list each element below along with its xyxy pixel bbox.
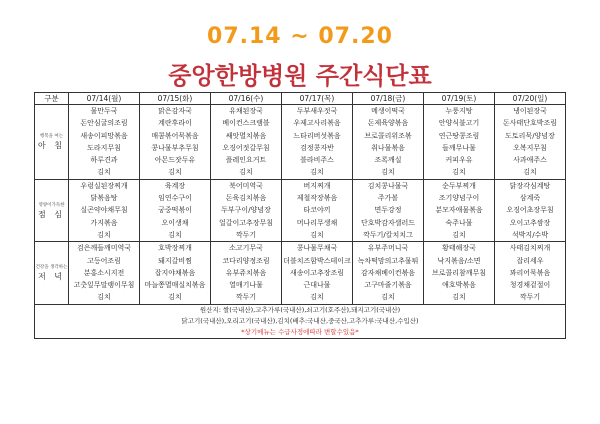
menu-item: 김치 — [381, 168, 395, 177]
menu-item: 새송이피망볶음 — [80, 131, 128, 140]
menu-cell — [424, 105, 495, 180]
menu-cell — [424, 179, 495, 241]
meal-row — [35, 242, 566, 304]
menu-cell — [211, 179, 282, 241]
menu-item: 김치 — [168, 293, 182, 302]
menu-item: 커피우유 — [445, 156, 473, 165]
menu-cell — [211, 242, 282, 304]
menu-item: 근대나물 — [303, 281, 331, 290]
menu-item: 검정콩자반 — [300, 143, 334, 152]
menu-item: 황태해장국 — [442, 244, 476, 253]
menu-item: 순두부찌개 — [442, 181, 476, 190]
menu-item: 제철작장볶음 — [296, 194, 338, 203]
meal-label — [35, 242, 69, 304]
menu-cell — [424, 242, 495, 304]
menu-change-note: *상기메뉴는 수급사정에따라 변할수있음* — [241, 327, 359, 336]
day-header-sunday: 07/20(일) — [495, 93, 566, 105]
menu-item: 주가볼 — [377, 194, 399, 203]
menu-item: 궁중떡볶이 — [158, 206, 192, 215]
menu-item: 콩나물부추무침 — [151, 143, 199, 152]
menu-item: 새송이고추장조림 — [289, 268, 345, 277]
menu-item: 두부구이/양념장 — [221, 206, 271, 215]
menu-item: 계란후라이 — [158, 119, 192, 128]
notes-row — [35, 304, 566, 338]
menu-cell — [140, 179, 211, 241]
menu-item: 돈안심굴의조림 — [80, 119, 128, 128]
menu-cell — [495, 242, 566, 304]
day-header: 07/15(화) — [140, 93, 211, 105]
menu-item: 고등어조림 — [87, 256, 121, 265]
menu-item: 김치 — [523, 168, 537, 177]
menu-item: 실곤약야채무침 — [80, 206, 128, 215]
menu-item: 감자채베이컨볶음 — [360, 268, 416, 277]
menu-item: 타코야끼 — [303, 206, 331, 215]
menu-item: 콩나물무채국 — [296, 244, 338, 253]
menu-item: 북어미역국 — [229, 181, 263, 190]
day-header: 07/16(수) — [211, 93, 282, 105]
menu-item: 코다리양정조림 — [222, 256, 270, 265]
menu-item: 김치 — [310, 293, 324, 302]
menu-item: 두부새우젓국 — [296, 107, 338, 115]
menu-cell — [495, 179, 566, 241]
meal-label — [35, 179, 69, 241]
menu-item: 석박지/수박 — [511, 230, 549, 239]
menu-item: 메생이떡국 — [371, 107, 405, 115]
menu-item: 닭장각심계탕 — [509, 181, 551, 190]
menu-item: 느타리버섯볶음 — [293, 131, 341, 140]
menu-item: 브로콜리위조볶 — [364, 131, 412, 140]
menu-item: 소고기무국 — [229, 244, 263, 253]
menu-item: 호박장찌개 — [158, 244, 192, 253]
meal-label — [35, 105, 69, 180]
menu-item: 김치콩나물국 — [367, 181, 409, 190]
menu-item: 육계장 — [164, 181, 186, 190]
menu-cell — [69, 105, 140, 180]
menu-cell — [69, 179, 140, 241]
meal-tagline: 건강을 생각하는 — [35, 265, 68, 270]
day-header: 07/18(금) — [353, 93, 424, 105]
menu-item: 아몬드잣두유 — [154, 156, 196, 165]
menu-cell — [69, 242, 140, 304]
menu-item: 얼갈이고추장무침 — [218, 218, 274, 227]
menu-item: 김치 — [97, 293, 111, 302]
menu-item: 오이고추쌈장 — [509, 218, 551, 227]
menu-item: 면두강정 — [374, 206, 402, 215]
menu-item: 유부쥬치볶음 — [225, 268, 267, 277]
menu-item: 취나물볶음 — [371, 143, 405, 152]
menu-item: 안양식불고기 — [438, 119, 480, 128]
menu-item: 물만두국 — [90, 107, 118, 115]
menu-cell — [282, 105, 353, 180]
menu-item: 닭볶음탕 — [90, 194, 118, 203]
menu-item: 분홍소시지전 — [83, 268, 125, 277]
menu-item: 삼계죽 — [519, 194, 541, 203]
menu-item: 깍두기 — [235, 230, 257, 239]
menu-item: 돈육김치볶음 — [225, 194, 267, 203]
menu-item: 블라비주스 — [300, 156, 334, 165]
day-header: 07/17(목) — [282, 93, 353, 105]
menu-item: 단호박감자샐러드 — [360, 218, 416, 227]
menu-item: 깍두기 — [235, 293, 257, 302]
day-header: 07/14(월) — [69, 93, 140, 105]
menu-item: 누룽지탕 — [445, 107, 473, 115]
day-header-saturday: 07/19(토) — [424, 93, 495, 105]
meal-row — [35, 179, 566, 241]
menu-item: 쌔앗멸치볶음 — [225, 131, 267, 140]
menu-item: 조기양념구이 — [438, 194, 480, 203]
menu-cell — [353, 105, 424, 180]
menu-item: 베이컨스크램블 — [222, 119, 270, 128]
menu-item: 김치 — [310, 230, 324, 239]
menu-item: 유채된장국 — [229, 107, 263, 115]
menu-item: 김치 — [452, 168, 466, 177]
menu-item: 브로콜리참깨무침 — [431, 268, 487, 277]
menu-cell — [282, 242, 353, 304]
menu-item: 돈제육양볶음 — [367, 119, 409, 128]
menu-item: 김치 — [168, 230, 182, 239]
menu-item: 깍두기 — [519, 293, 541, 302]
menu-item: 우제고사리볶음 — [293, 119, 341, 128]
menu-item: 오징어초장무침 — [506, 206, 554, 215]
menu-item: 돈사태단호박조림 — [502, 119, 558, 128]
menu-item: 오징어젓갈무침 — [222, 143, 270, 152]
menu-item: 김치 — [239, 168, 253, 177]
origin-note-line: 원산지: 쌀(국내산),고추가루(국내산),쇠고기(호주산),돼지고기(국내산) — [199, 305, 401, 314]
menu-cell — [140, 105, 211, 180]
meal-name: 아 침 — [38, 140, 65, 150]
menu-item: 열매기나물 — [229, 281, 263, 290]
menu-item: 매콤볶어묵볶음 — [151, 131, 199, 140]
menu-item: 청경채겉절이 — [509, 281, 551, 290]
menu-item: 검은깨들깨미역국 — [76, 244, 132, 253]
menu-item: 잡지야채볶음 — [154, 268, 196, 277]
meal-tagline: 행복을 여는 — [39, 133, 64, 139]
menu-item: 꽈리어묵볶음 — [509, 268, 551, 277]
menu-item: 사과애주스 — [513, 156, 547, 165]
menu-item: 김치 — [168, 168, 182, 177]
corner-label: 구분 — [35, 93, 69, 105]
menu-item: 플레인요거트 — [225, 156, 267, 165]
menu-item: 마늘쫑멸매실치볶음 — [144, 281, 206, 290]
weekly-menu-table — [34, 92, 566, 339]
meal-name: 점 심 — [38, 209, 65, 219]
menu-item: 오복지무침 — [513, 143, 547, 152]
menu-item: 고춧잎무말랭이무침 — [73, 281, 135, 290]
menu-item: 김치 — [310, 168, 324, 177]
menu-item: 숙주나물 — [445, 218, 473, 227]
menu-item: 하루견과 — [90, 156, 118, 165]
menu-cell — [353, 179, 424, 241]
origin-notes — [35, 304, 566, 338]
menu-item: 도토리묵/양념장 — [505, 131, 555, 140]
menu-item: 임연수구이 — [158, 194, 192, 203]
menu-item: 도라지무침 — [87, 143, 121, 152]
menu-item: 맑은감자국 — [158, 107, 192, 115]
menu-cell — [140, 242, 211, 304]
origin-note-line: 닭고기(국내산),오리고기(국내산),김치(배추:국내산,중국산,고추가루:국내산,수입산) — [181, 316, 419, 325]
menu-item: 잡리세우 — [516, 256, 544, 265]
day-header-row — [35, 93, 566, 105]
menu-item: 사태김치찌개 — [509, 244, 551, 253]
menu-cell — [211, 105, 282, 180]
meal-row — [35, 105, 566, 180]
page-title: 중앙한방병원 주간식단표 — [168, 62, 432, 90]
menu-item: 김치 — [452, 293, 466, 302]
menu-item: 깍두기/칼치치그 — [363, 230, 413, 239]
menu-cell — [282, 179, 353, 241]
menu-item: 머나리무생채 — [296, 218, 338, 227]
menu-item: 더블치즈함박스테이크 — [283, 256, 351, 265]
menu-item: 버지찌개 — [303, 181, 331, 190]
menu-cell — [353, 242, 424, 304]
menu-item: 들깨무나물 — [442, 143, 476, 152]
menu-item: 유부주머니국 — [367, 244, 409, 253]
menu-item: 애호박볶음 — [442, 281, 476, 290]
meal-tagline: 영양이가득한 — [38, 202, 65, 208]
menu-item: 김치 — [97, 230, 111, 239]
menu-item: 녹차떡맘의고추물튀 — [357, 256, 419, 265]
date-range: 07.14 ~ 07.20 — [207, 24, 393, 49]
menu-item: 가지볶음 — [90, 218, 118, 227]
menu-item: 오이생채 — [161, 218, 189, 227]
menu-item: 우렁실된장찌개 — [80, 181, 128, 190]
menu-item: 고구마줄기볶음 — [364, 281, 412, 290]
menu-item: 김치 — [452, 230, 466, 239]
menu-item: 조록깨실 — [374, 156, 402, 165]
menu-item: 연근땅콩조림 — [438, 131, 480, 140]
menu-item: 냉이된장국 — [513, 107, 547, 115]
menu-item: 돼지갈비찜 — [158, 256, 192, 265]
menu-item: 김치 — [381, 293, 395, 302]
menu-item: 분모자애물볶음 — [435, 206, 483, 215]
meal-name: 저 녁 — [38, 272, 65, 281]
menu-item: 김치 — [97, 168, 111, 177]
menu-cell — [495, 105, 566, 180]
menu-item: 낙지볶음/소면 — [437, 256, 481, 265]
